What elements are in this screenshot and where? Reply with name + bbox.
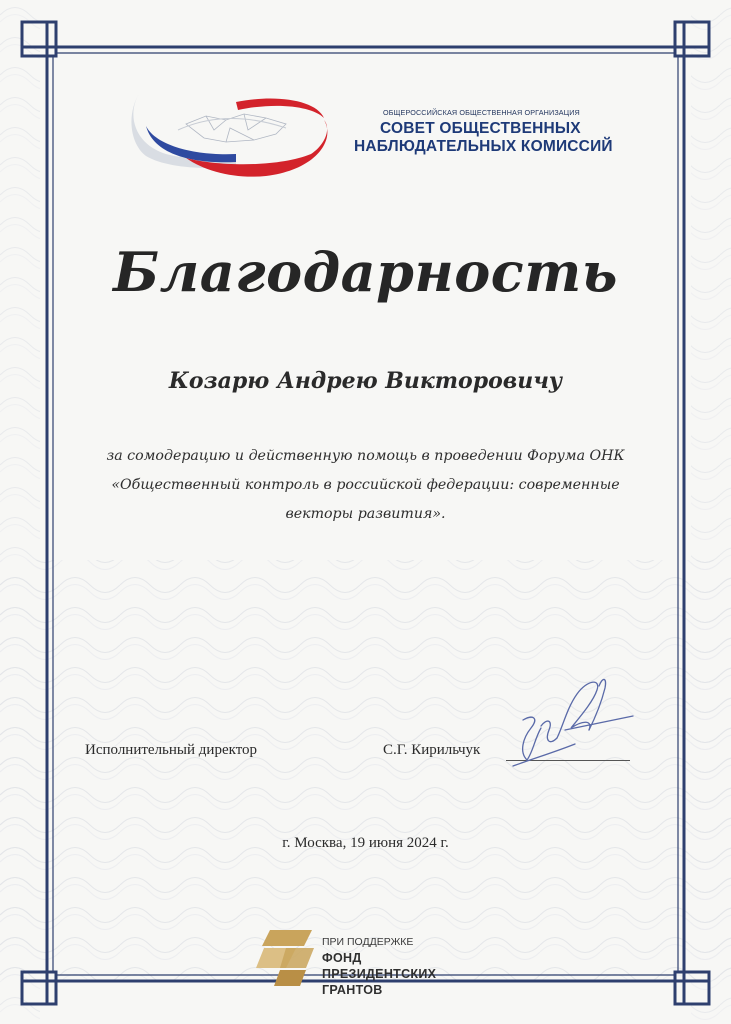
fund-name-line-1: ФОНД (322, 951, 362, 965)
onk-emblem-logo (126, 84, 341, 199)
certificate-title: Благодарность (113, 240, 618, 304)
presidential-grants-fund-logo (256, 928, 318, 988)
body-text-line: векторы развития». (285, 506, 446, 522)
fund-name-line-2: ПРЕЗИДЕНТСКИХ (322, 967, 437, 981)
fund-support-label: ПРИ ПОДДЕРЖКЕ (322, 936, 414, 948)
fund-name-line-3: ГРАНТОВ (322, 983, 383, 997)
org-name-line-2: НАБЛЮДАТЕЛЬНЫХ КОМИССИЙ (354, 138, 613, 155)
recipient-name: Козарю Андрею Викторовичу (168, 368, 563, 394)
body-text-line: «Общественный контроль в российской федерации: современные (111, 477, 620, 493)
org-name-line-1: СОВЕТ ОБЩЕСТВЕННЫХ (380, 120, 581, 137)
signatory-role: Исполнительный директор (85, 742, 258, 758)
org-type-label: ОБЩЕРОССИЙСКАЯ ОБЩЕСТВЕННАЯ ОРГАНИЗАЦИЯ (383, 108, 580, 117)
issue-date: г. Москва, 19 июня 2024 г. (282, 835, 449, 851)
body-text-line: за сомодерацию и действенную помощь в проведении Форума ОНК (106, 448, 625, 464)
signatory-name: С.Г. Кирильчук (383, 742, 481, 758)
handwritten-signature (505, 668, 635, 778)
